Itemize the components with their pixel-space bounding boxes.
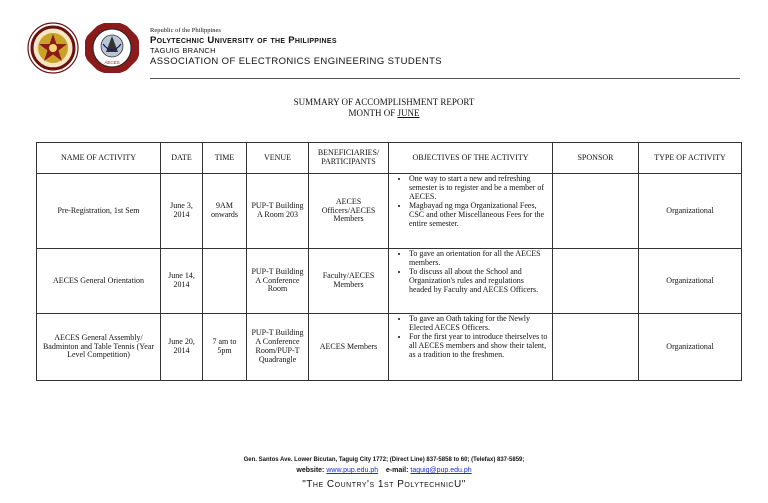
email-label: e-mail: <box>385 467 409 474</box>
objective-item: • For the first year to introduce theirselves to all AECES members and show their talent, as a tradition to the freshmen. <box>409 333 548 360</box>
activity-participants: AECES Officers/AECES Members <box>309 174 389 249</box>
activity-name: AECES General Orientation <box>37 249 161 314</box>
activity-type: Organizational <box>639 174 742 249</box>
header-divider <box>150 78 740 79</box>
report-month-line <box>0 108 768 118</box>
activity-date: June 3, 2014 <box>161 174 203 249</box>
column-header: VENUE <box>247 143 309 174</box>
activity-sponsor <box>553 174 639 249</box>
association-name: ASSOCIATION OF ELECTRONICS ENGINEERING STUDENTS <box>150 56 443 67</box>
column-header: NAME OF ACTIVITY <box>37 143 161 174</box>
republic-line: Republic of the Philippines <box>150 27 221 34</box>
objective-item: • To discuss all about the School and Organization's rules and regulations headed by Faculty and AECES Officers. <box>409 268 548 295</box>
activity-name: Pre-Registration, 1st Sem <box>37 174 161 249</box>
footer-address: Gen. Santos Ave. Lower Bicutan, Taguig City 1772; (Direct Line) 837-5858 to 60; (Telefax) 837-5859; <box>243 457 525 463</box>
month-prefix: MONTH OF <box>348 108 396 118</box>
pup-seal-logo <box>27 22 79 74</box>
objective-item: • To gave an orientation for all the AECES members. <box>409 250 548 268</box>
email-link[interactable]: taguig@pup.edu.ph <box>410 467 472 474</box>
footer-contact <box>0 467 768 474</box>
activity-objectives <box>389 174 553 249</box>
activity-participants: AECES Members <box>309 314 389 381</box>
activity-time <box>203 249 247 314</box>
activity-sponsor <box>553 249 639 314</box>
website-label: website: <box>296 467 325 474</box>
column-header: BENEFICIARIES/ PARTICIPANTS <box>309 143 389 174</box>
aeces-seal-logo <box>84 22 140 74</box>
activity-venue: PUP-T Building A Conference Room <box>247 249 309 314</box>
activity-time: 9AM onwards <box>203 174 247 249</box>
column-header: SPONSOR <box>553 143 639 174</box>
activity-type: Organizational <box>639 314 742 381</box>
activity-date: June 14, 2014 <box>161 249 203 314</box>
aeces-seal-lettering: AECES <box>104 60 120 65</box>
table-row <box>37 249 742 314</box>
activity-type: Organizational <box>639 249 742 314</box>
pup-seal-lettering: TAGUIG 1992 <box>43 66 63 71</box>
accomplishment-table <box>36 142 742 381</box>
activity-participants: Faculty/AECES Members <box>309 249 389 314</box>
activity-objectives <box>389 249 553 314</box>
report-title: SUMMARY OF ACCOMPLISHMENT REPORT <box>293 97 475 107</box>
column-header: DATE <box>161 143 203 174</box>
objective-item: • One way to start a new and refreshing semester is to register and be a member of AECES. <box>409 175 548 202</box>
objective-item: • To gave an Oath taking for the Newly Elected AECES Officers. <box>409 315 548 333</box>
university-name: Polytechnic University of the Philippines <box>150 35 337 46</box>
column-header: TIME <box>203 143 247 174</box>
table-row <box>37 174 742 249</box>
activity-objectives <box>389 314 553 381</box>
column-header: OBJECTIVES OF THE ACTIVITY <box>389 143 553 174</box>
activity-date: June 20, 2014 <box>161 314 203 381</box>
report-month: JUNE <box>397 108 420 118</box>
activity-sponsor <box>553 314 639 381</box>
activity-venue: PUP-T Building A Room 203 <box>247 174 309 249</box>
table-header-row <box>37 143 742 174</box>
table-row <box>37 314 742 381</box>
website-link[interactable]: www.pup.edu.ph <box>326 467 379 474</box>
activity-time: 7 am to 5pm <box>203 314 247 381</box>
activity-name: AECES General Assembly/ Badminton and Table Tennis (Year Level Competition) <box>37 314 161 381</box>
column-header: TYPE OF ACTIVITY <box>639 143 742 174</box>
activity-venue: PUP-T Building A Conference Room/PUP-T Quadrangle <box>247 314 309 381</box>
branch-name: TAGUIG BRANCH <box>150 46 216 55</box>
footer-slogan: "The Country's 1st PolytechnicU" <box>302 479 466 490</box>
objective-item: • Magbayad ng mga Organizational Fees, CSC and other Miscellaneous Fees for the entire semester. <box>409 202 548 229</box>
